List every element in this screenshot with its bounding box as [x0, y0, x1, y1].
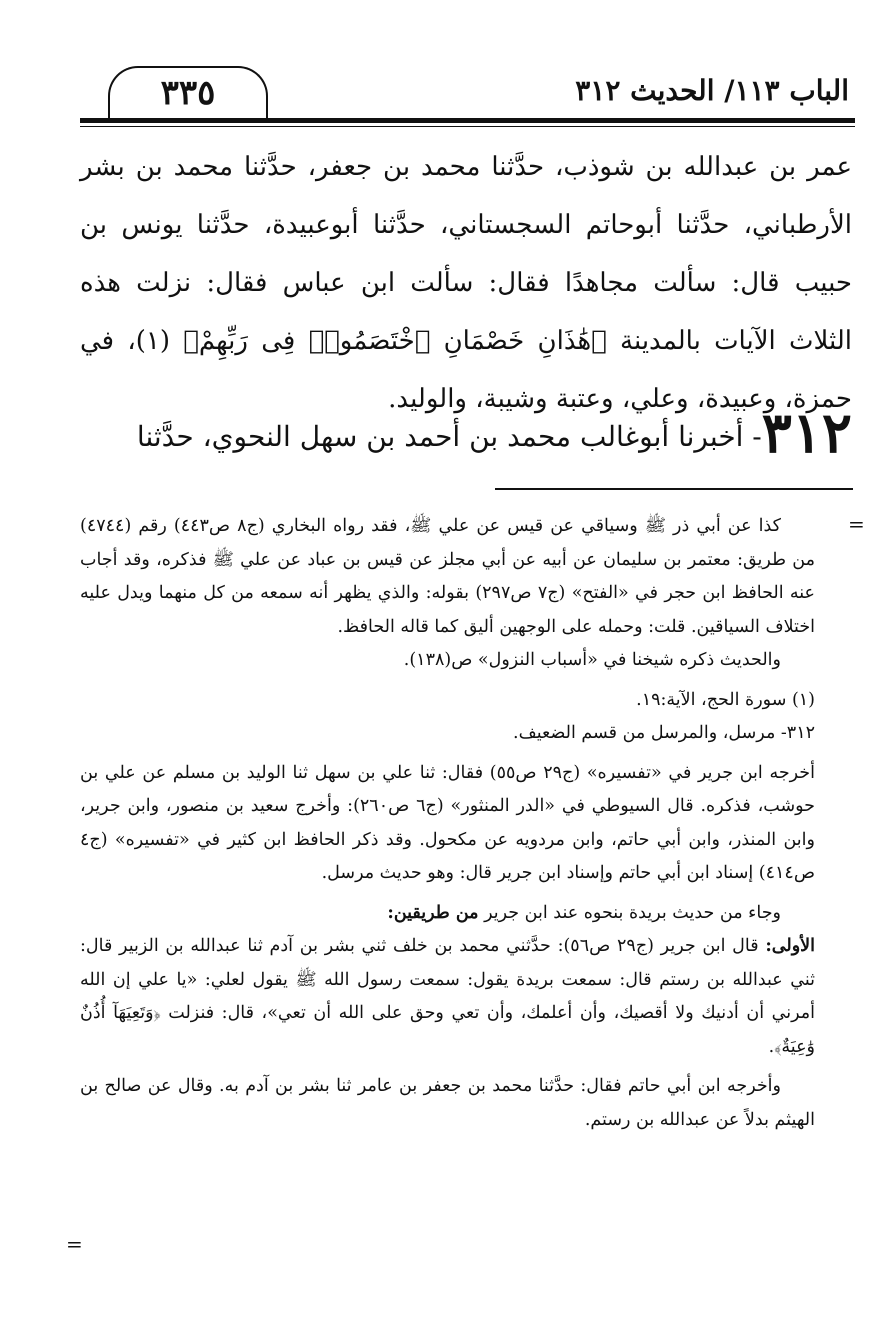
main-paragraph: عمر بن عبدالله بن شوذب، حدَّثنا محمد بن جعفر، حدَّثنا محمد بن بشر الأرطباني، حدَّثنا أبوحاتم السجستاني، حدَّثنا أبوعبيدة، حدَّثنا يونس بن حبيب قال: سألت مجاهدًا فقال: سألت ابن عباس فقال: نزلت هذه الثلاث الآيات بالمدينة ﴿هَٰذَانِ خَصْمَانِ ٱخْتَصَمُوا۟ فِى رَبِّهِمْ﴾ (١)، في حمزة، وعبيدة، وعلي، وعتبة وشيبة، والوليد.	[80, 152, 853, 414]
margin-mark-continued: =	[848, 512, 865, 536]
header-rule-thick	[80, 118, 855, 123]
footnotes	[80, 510, 815, 1137]
ways-intro-bold: من طريقين:	[387, 902, 479, 923]
footnote-last: وأخرجه ابن أبي حاتم فقال: حدَّثنا محمد بن جعفر بن عامر ثنا بشر بن آدم به. وقال عن صالح بن الهيثم بدلاً عن عبدالله بن رستم.	[80, 1076, 815, 1130]
first-way-label: الأولى:	[765, 936, 815, 956]
page-number: ٣٣٥	[108, 66, 268, 118]
main-text	[80, 138, 852, 428]
margin-mark-continues: =	[66, 1232, 83, 1256]
footnote-first-way	[80, 930, 815, 1064]
page-header	[80, 60, 855, 126]
footnote-ways-intro	[80, 897, 815, 931]
footnote-continued-2: والحديث ذكره شيخنا في «أسباب النزول» ص(١٣٨).	[403, 650, 781, 670]
footnote-312-title: ٣١٢- مرسل، والمرسل من قسم الضعيف.	[513, 723, 815, 743]
hadith-number: ٣١٢	[761, 400, 852, 466]
footnote-continued: كذا عن أبي ذر ﷺ وسياقي عن قيس عن علي ﷺ، فقد رواه البخاري (ج٨ ص٤٤٣) رقم (٤٧٤٤) من طريق: معتمر بن سليمان عن أبيه عن أبي مجلز عن قيس بن عباد عن علي ﷺ فذكره، وقد أجاب عنه الحافظ ابن حجر في «الفتح» (ج٧ ص٢٩٧) بقوله: والذي يظهر أنه سمعه من كل منهما ويدل عليه اختلاف السياقين. قلت: وحمله على الوجهين أليق كما قاله الحافظ.	[80, 516, 815, 637]
header-rule-thin	[80, 126, 855, 127]
chapter-title: الباب ١١٣/ الحديث ٣١٢	[575, 74, 849, 107]
footnote-1: (١) سورة الحج، الآية:١٩.	[636, 689, 815, 710]
footnote-separator	[495, 488, 853, 490]
ways-intro-text: وجاء من حديث بريدة بنحوه عند ابن جرير	[478, 902, 781, 923]
first-way-text: قال ابن جرير (ج٢٩ ص٥٦): حدَّثني محمد بن خلف ثني بشر بن آدم ثنا عبدالله بن الزبير قال: ثني عبدالله بن رستم قال: سمعت بريدة يقول: سمعت رسول الله ﷺ يقول لعلي: «يا علي إن الله أمرني أن أدنيك ولا أقصيك، وأن أعلمك، وأن تعي وحق على الله أن تعي»، قال: فنزلت ﴿وَتَعِيَهَآ أُذُنٌ وَٰعِيَةٌ﴾.	[80, 936, 815, 1057]
footnote-312-body: أخرجه ابن جرير في «تفسيره» (ج٢٩ ص٥٥) فقال: ثنا علي بن سهل ثنا الوليد بن مسلم عن علي بن حوشب، فذكره. قال السيوطي في «الدر المنثور» (ج٦ ص٢٦٠): وأخرج سعيد بن منصور، وابن جرير، وابن المنذر، وابن أبي حاتم، وابن مردويه عن مكحول. وقد ذكر الحافظ ابن كثير في «تفسيره» (ج٤ ص٤١٤) إسناد ابن أبي حاتم وإسناد ابن جرير قال: وهو حديث مرسل.	[80, 762, 815, 883]
hadith-start-text: - أخبرنا أبوغالب محمد بن أحمد بن سهل النحوي، حدَّثنا	[136, 420, 762, 453]
hadith-heading	[80, 398, 852, 472]
